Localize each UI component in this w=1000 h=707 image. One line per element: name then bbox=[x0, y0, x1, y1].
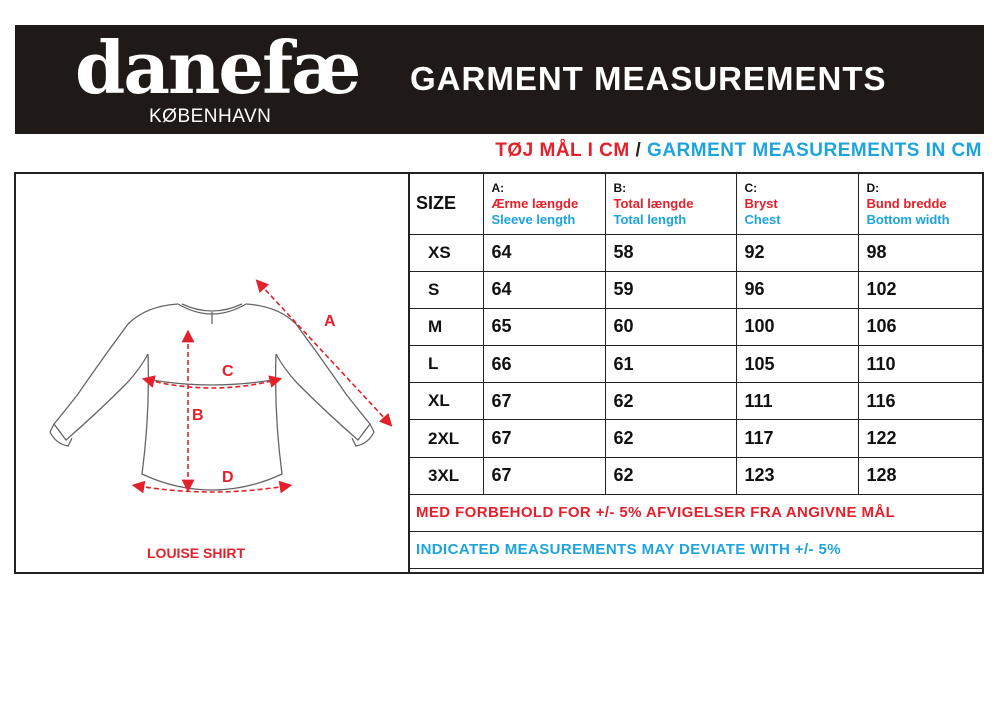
size-cell: M bbox=[408, 308, 483, 345]
table-row bbox=[408, 457, 982, 494]
size-header: SIZE bbox=[408, 174, 483, 234]
size-cell: 3XL bbox=[408, 457, 483, 494]
value-cell: 92 bbox=[736, 234, 858, 271]
measure-lines bbox=[138, 284, 388, 492]
table-header-row bbox=[408, 174, 982, 234]
value-cell: 67 bbox=[483, 457, 605, 494]
value-cell: 102 bbox=[858, 271, 982, 308]
value-cell: 123 bbox=[736, 457, 858, 494]
value-cell: 117 bbox=[736, 420, 858, 457]
size-cell: 2XL bbox=[408, 420, 483, 457]
note-row-english bbox=[408, 531, 982, 568]
size-cell: XS bbox=[408, 234, 483, 271]
value-cell: 105 bbox=[736, 346, 858, 383]
header-banner bbox=[15, 25, 984, 134]
illustration-panel bbox=[16, 174, 410, 572]
value-cell: 62 bbox=[605, 420, 736, 457]
value-cell: 116 bbox=[858, 383, 982, 420]
column-english: Sleeve length bbox=[491, 211, 576, 227]
tolerance-note-english: INDICATED MEASUREMENTS MAY DEVIATE WITH +/- 5% bbox=[408, 531, 982, 568]
column-header-a bbox=[483, 174, 605, 234]
note-row-danish bbox=[408, 494, 982, 531]
column-letter: A: bbox=[491, 180, 505, 195]
value-cell: 106 bbox=[858, 308, 982, 345]
value-cell: 62 bbox=[605, 383, 736, 420]
product-name: LOUISE SHIRT bbox=[147, 545, 246, 561]
value-cell: 61 bbox=[605, 346, 736, 383]
column-danish: Bund bredde bbox=[866, 195, 947, 211]
value-cell: 96 bbox=[736, 271, 858, 308]
table-row bbox=[408, 308, 982, 345]
column-header-b bbox=[605, 174, 736, 234]
table-row bbox=[408, 346, 982, 383]
table-row bbox=[408, 234, 982, 271]
logo-wordmark: danefæ bbox=[75, 25, 360, 110]
table-row bbox=[408, 383, 982, 420]
subtitle bbox=[495, 140, 982, 162]
table-row bbox=[408, 271, 982, 308]
value-cell: 66 bbox=[483, 346, 605, 383]
brand-logo bbox=[75, 25, 365, 131]
value-cell: 128 bbox=[858, 457, 982, 494]
value-cell: 110 bbox=[858, 346, 982, 383]
value-cell: 65 bbox=[483, 308, 605, 345]
value-cell: 62 bbox=[605, 457, 736, 494]
column-english: Chest bbox=[744, 211, 781, 227]
value-cell: 59 bbox=[605, 271, 736, 308]
column-header-d bbox=[858, 174, 982, 234]
label-d: D bbox=[222, 469, 234, 486]
column-english: Total length bbox=[613, 211, 687, 227]
column-header-c bbox=[736, 174, 858, 234]
column-letter: C: bbox=[744, 180, 758, 195]
column-danish: Ærme længde bbox=[491, 195, 579, 211]
shirt-diagram-icon bbox=[16, 174, 408, 572]
value-cell: 64 bbox=[483, 234, 605, 271]
page-title: GARMENT MEASUREMENTS bbox=[410, 60, 887, 97]
subtitle-separator: / bbox=[635, 140, 642, 161]
size-cell: XL bbox=[408, 383, 483, 420]
logo-city: KØBENHAVN bbox=[149, 106, 272, 127]
value-cell: 111 bbox=[736, 383, 858, 420]
tolerance-note-danish: MED FORBEHOLD FOR +/- 5% AFVIGELSER FRA ANGIVNE MÅL bbox=[408, 494, 982, 531]
value-cell: 122 bbox=[858, 420, 982, 457]
shirt-outline bbox=[50, 304, 374, 490]
measurements-table bbox=[408, 174, 982, 569]
value-cell: 67 bbox=[483, 383, 605, 420]
value-cell: 98 bbox=[858, 234, 982, 271]
value-cell: 100 bbox=[736, 308, 858, 345]
value-cell: 58 bbox=[605, 234, 736, 271]
measurement-frame bbox=[14, 172, 984, 574]
value-cell: 60 bbox=[605, 308, 736, 345]
label-a: A bbox=[324, 313, 336, 330]
label-c: C bbox=[222, 363, 234, 380]
subtitle-danish: TØJ MÅL I CM bbox=[495, 140, 630, 161]
column-letter: B: bbox=[613, 180, 627, 195]
label-b: B bbox=[192, 407, 204, 424]
value-cell: 67 bbox=[483, 420, 605, 457]
column-danish: Bryst bbox=[744, 195, 778, 211]
subtitle-english: GARMENT MEASUREMENTS IN CM bbox=[647, 140, 982, 161]
table-row bbox=[408, 420, 982, 457]
column-danish: Total længde bbox=[613, 195, 694, 211]
column-letter: D: bbox=[866, 180, 880, 195]
value-cell: 64 bbox=[483, 271, 605, 308]
size-cell: L bbox=[408, 346, 483, 383]
column-english: Bottom width bbox=[866, 211, 950, 227]
size-cell: S bbox=[408, 271, 483, 308]
